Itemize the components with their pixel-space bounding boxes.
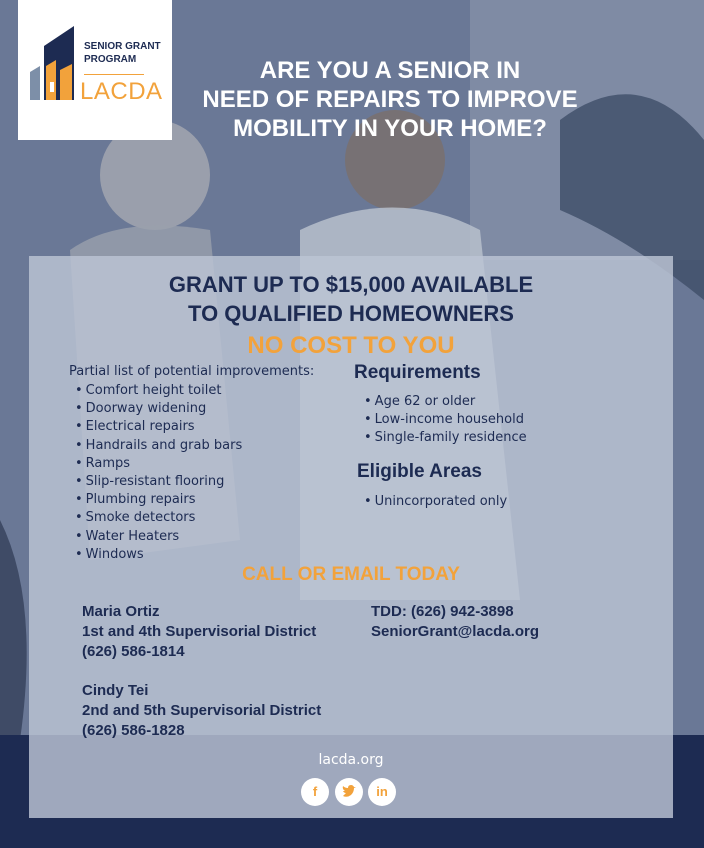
- facebook-icon[interactable]: f: [301, 778, 329, 806]
- logo-name: LACDA: [80, 78, 163, 105]
- twitter-bird-icon: [335, 778, 363, 806]
- list-item: • Slip-resistant flooring: [75, 473, 242, 491]
- contact-name: Maria Ortiz: [82, 603, 160, 620]
- contact-phone[interactable]: (626) 586-1814: [82, 643, 185, 660]
- website-link[interactable]: lacda.org: [318, 752, 384, 768]
- eligible-areas-list: [364, 493, 507, 511]
- list-item: • Ramps: [75, 455, 242, 473]
- list-item: • Doorway widening: [75, 400, 242, 418]
- no-cost-heading: NO COST TO YOU: [247, 332, 455, 359]
- contact-district: 1st and 4th Supervisorial District: [82, 623, 317, 640]
- headline-line: MOBILITY IN YOUR HOME?: [233, 115, 547, 142]
- contact-district: 2nd and 5th Supervisorial District: [82, 702, 322, 719]
- contact-cindy-tei: [82, 681, 321, 741]
- headline: [180, 56, 600, 143]
- list-item: • Comfort height toilet: [75, 382, 242, 400]
- contact-maria-ortiz: [82, 602, 316, 662]
- requirements-list: [364, 393, 527, 448]
- logo-divider: [84, 74, 144, 75]
- list-item: • Age 62 or older: [364, 393, 527, 411]
- improvements-title: Partial list of potential improvements:: [69, 364, 315, 379]
- grant-heading: GRANT UP TO $15,000 AVAILABLE TO QUALIFIED HOMEOWNERS: [168, 272, 534, 326]
- eligible-areas-title: Eligible Areas: [357, 461, 482, 482]
- list-item: • Water Heaters: [75, 528, 242, 546]
- headline-line: NEED OF REPAIRS TO IMPROVE: [202, 86, 578, 113]
- contact-name: Cindy Tei: [82, 682, 149, 699]
- list-item: • Plumbing repairs: [75, 491, 242, 509]
- list-item: • Low-income household: [364, 411, 527, 429]
- headline-line: ARE YOU A SENIOR IN: [259, 57, 521, 84]
- list-item: • Windows: [75, 546, 242, 564]
- building-logo-icon: [26, 26, 84, 102]
- logo-program-text: SENIOR GRANT PROGRAM: [84, 41, 161, 65]
- linkedin-icon[interactable]: in: [368, 778, 396, 806]
- list-item: • Electrical repairs: [75, 418, 242, 436]
- logo: [18, 0, 172, 140]
- twitter-icon[interactable]: [335, 778, 363, 806]
- contact-phone[interactable]: (626) 586-1828: [82, 722, 185, 739]
- list-item: • Smoke detectors: [75, 509, 242, 527]
- list-item: • Single-family residence: [364, 429, 527, 447]
- list-item: • Unincorporated only: [364, 493, 507, 511]
- email-link[interactable]: SeniorGrant@lacda.org: [371, 623, 539, 640]
- contact-general: [371, 602, 539, 642]
- tdd-phone[interactable]: TDD: (626) 942-3898: [371, 603, 514, 620]
- requirements-title: Requirements: [354, 362, 481, 383]
- list-item: • Handrails and grab bars: [75, 437, 242, 455]
- info-panel: [29, 256, 673, 818]
- call-to-action: CALL OR EMAIL TODAY: [242, 564, 460, 585]
- improvements-list: [75, 382, 242, 564]
